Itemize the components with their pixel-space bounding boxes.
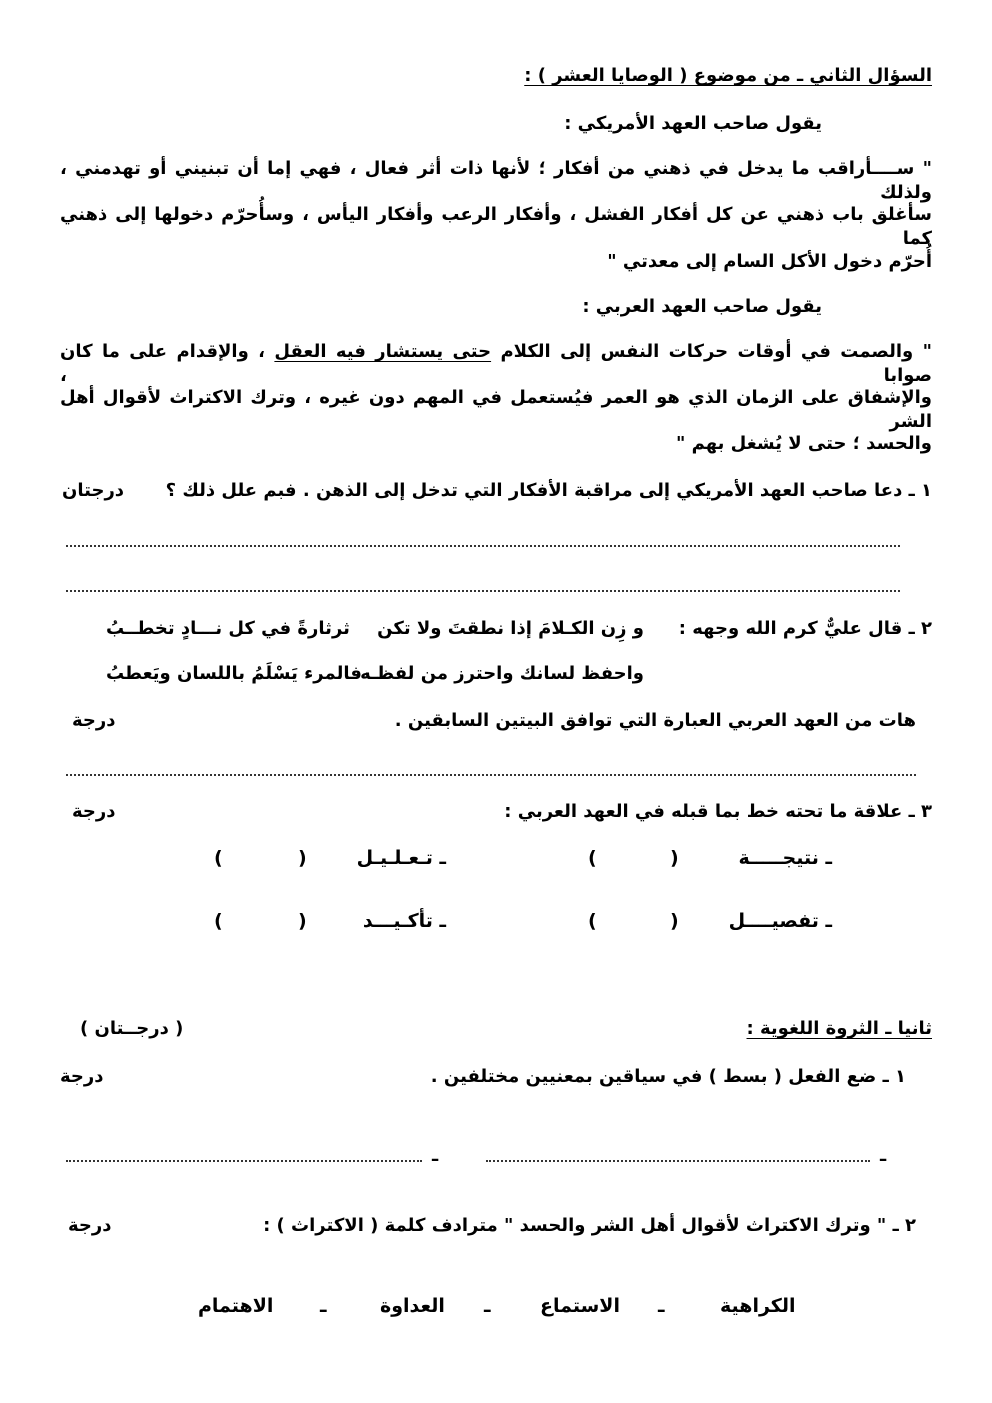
option-emphasis: ـ تأكـيـــد <box>362 910 446 932</box>
choice-listening[interactable]: الاستماع <box>540 1295 620 1317</box>
sentence-2-dash: ـ <box>432 1145 439 1166</box>
vocab-item-2-question: ٢ ـ " وترك الاكتراث لأقوال أهل الشر والحسد " مترادف كلمة ( الاكتراث ) : <box>263 1215 916 1236</box>
sentence-1-dash: ـ <box>880 1145 887 1166</box>
option-emphasis-paren-open: ( <box>298 910 307 932</box>
choice-enmity[interactable]: العداوة <box>380 1295 445 1317</box>
american-text-line-3: أُحرّم دخول الأكل السام إلى معدتي " <box>607 251 932 272</box>
verse-2-first-half: واحفظ لسانك واحترز من لفظـه <box>360 663 644 684</box>
arab-text-line-1 <box>60 340 932 388</box>
vocab-item-2-grade: درجة <box>68 1215 112 1236</box>
arab-covenant-intro: يقول صاحب العهد العربي : <box>582 296 822 317</box>
arab-text-line-2: والإشفاق على الزمان الذي هو العمر فيُستعمل في المهم دون غيره ، وترك الاكتراث لأقوال أهل الشر <box>60 387 932 432</box>
vocab-heading: ثانيا ـ الثروة اللغوية : <box>746 1018 932 1039</box>
item-3-question: ٣ ـ علاقة ما تحته خط بما قبله في العهد العربي : <box>504 801 932 822</box>
choice-separator-2: ـ <box>484 1295 491 1317</box>
american-text-line-1: " ســــأراقب ما يدخل في ذهني من أفكار ؛ لأنها ذات أثر فعال ، فهي إما أن تبنيني أو تهدمني ، ولذلك <box>60 158 932 203</box>
vocab-heading-grade: ( درجــتان ) <box>80 1018 184 1039</box>
verse-2-second-half: فالمرء يَسْلَمُ باللسان ويَعطبُ <box>106 663 362 684</box>
vocab-item-1-grade: درجة <box>60 1066 104 1087</box>
vocab-item-1-question: ١ ـ ضع الفعل ( بسط ) في سياقين بمعنيين مختلفين . <box>430 1066 906 1087</box>
item-3-grade: درجة <box>72 801 116 822</box>
option-result-paren-open: ( <box>670 847 679 869</box>
choice-separator-3: ـ <box>320 1295 327 1317</box>
choice-interest[interactable]: الاهتمام <box>198 1295 274 1317</box>
answer-line-1b[interactable] <box>66 590 900 592</box>
american-covenant-intro: يقول صاحب العهد الأمريكي : <box>564 113 822 134</box>
option-reason: ـ تـعـلـيـل <box>356 847 446 869</box>
option-emphasis-paren-close: ) <box>214 910 223 932</box>
choice-separator-1: ـ <box>658 1295 665 1317</box>
option-detail-paren-close: ) <box>588 910 597 932</box>
answer-line-2[interactable] <box>66 774 916 776</box>
option-detail: ـ تفصيــــل <box>728 910 832 932</box>
arab-text-line-3: والحسد ؛ حتى لا يُشغل بهم " <box>676 433 932 454</box>
item-1-grade: درجتان <box>62 480 125 501</box>
answer-line-1a[interactable] <box>66 545 900 547</box>
option-reason-paren-open: ( <box>298 847 307 869</box>
item-2-intro: ٢ ـ قال عليٌّ كرم الله وجهه : <box>678 618 932 639</box>
american-text-line-2: سأغلق باب ذهني عن كل أفكار الفشل ، وأفكار الرعب وأفكار اليأس ، وسأُحرّم دخولها إلى ذهني كما <box>60 204 932 249</box>
verse-1-first-half: و زِن الكـلامَ إذا نطقتَ ولا تكن <box>377 618 644 639</box>
choice-hatred[interactable]: الكراهية <box>720 1295 796 1317</box>
question-two-heading: السؤال الثاني ـ من موضوع ( الوصايا العشر ) : <box>524 65 932 86</box>
option-detail-paren-open: ( <box>670 910 679 932</box>
item-1-question: ١ ـ دعا صاحب العهد الأمريكي إلى مراقبة الأفكار التي تدخل إلى الذهن . فبم علل ذلك ؟ <box>165 480 932 501</box>
sentence-2-answer-line[interactable] <box>66 1160 422 1162</box>
sentence-1-answer-line[interactable] <box>486 1160 870 1162</box>
underlined-phrase: حتى يستشار فيه العقل <box>274 341 492 362</box>
option-result-paren-close: ) <box>588 847 597 869</box>
option-reason-paren-close: ) <box>214 847 223 869</box>
item-2-grade: درجة <box>72 710 116 731</box>
option-result: ـ نتيجـــــة <box>738 847 832 869</box>
verse-1-second-half: ثرثارةً في كل نـــادٍ تخطــبُ <box>106 618 350 639</box>
arab-text-line-1-start: " والصمت في أوقات حركات النفس إلى الكلام <box>491 341 932 362</box>
arab-text-line-1-end: ، والإقدام على ما كان صوابا ، <box>60 341 932 386</box>
item-2-question: هات من العهد العربي العبارة التي توافق البيتين السابقين . <box>394 710 916 731</box>
